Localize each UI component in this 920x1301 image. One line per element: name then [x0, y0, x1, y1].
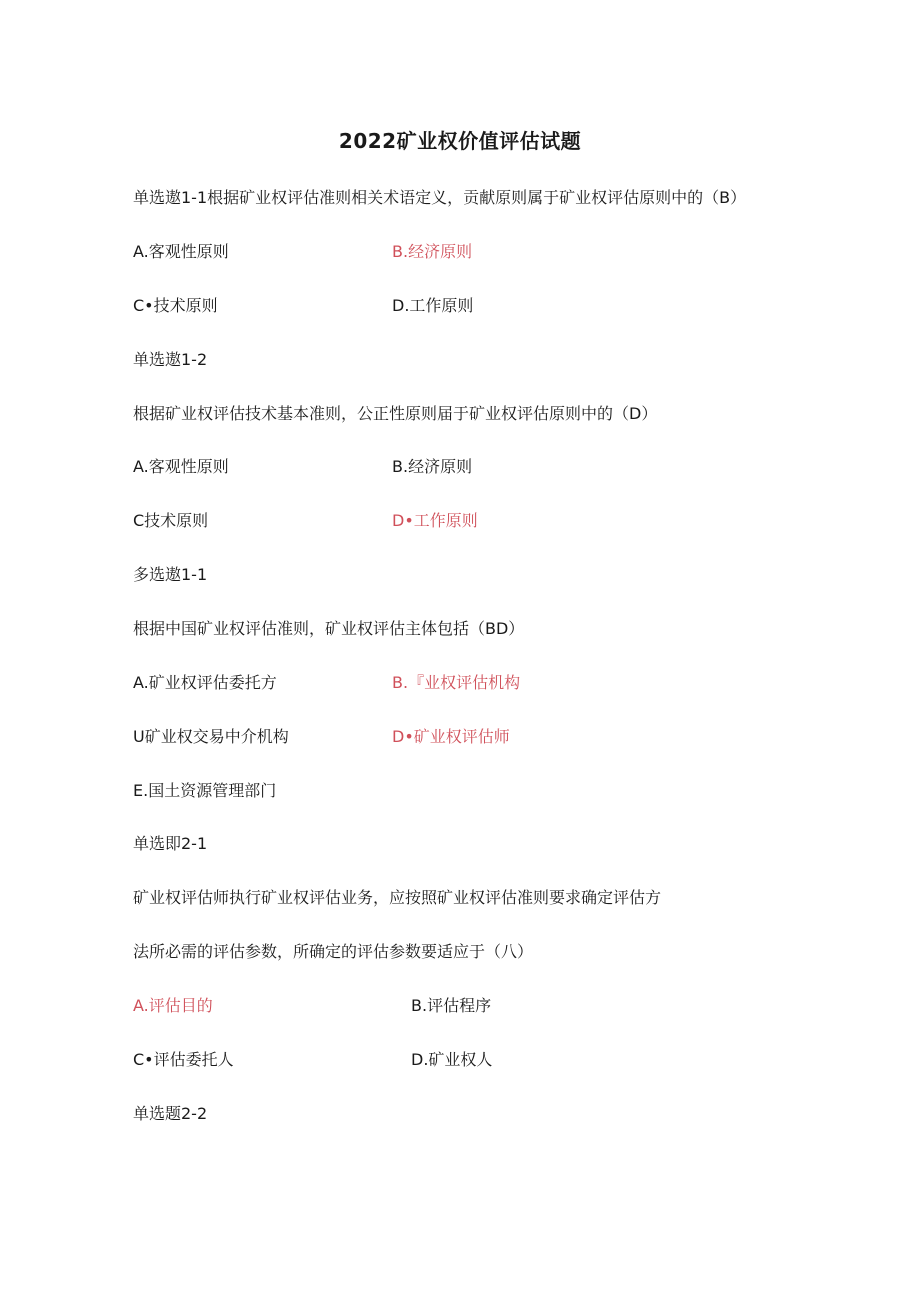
question-4-text-line2: 法所必需的评估参数，所确定的评估参数要适应于（八）	[133, 942, 534, 961]
document-title: 2022矿业权价值评估试题	[338, 129, 582, 153]
question-4-header: 单选即2-1	[133, 834, 208, 853]
q1-option-c: C•技术原则	[133, 296, 218, 315]
q4-option-c: C•评估委托人	[133, 1050, 234, 1069]
question-1-text: 单选遨1-1根据矿业权评估准则相关术语定义，贡献原则属于矿业权评估原则中的（B）	[133, 188, 747, 207]
q2-option-b: B.经济原则	[392, 457, 473, 476]
question-3-header: 多选遨1-1	[133, 565, 208, 584]
q3-option-d-correct: D•矿业权评估师	[392, 727, 510, 746]
q2-option-c: C技术原则	[133, 511, 209, 530]
question-2-text: 根据矿业权评估技术基本准则，公正性原则届于矿业权评估原则中的（D）	[133, 404, 658, 423]
q4-option-b: B.评估程序	[411, 996, 492, 1015]
question-5-header: 单选题2-2	[133, 1104, 208, 1123]
q1-option-d: D.工作原则	[392, 296, 474, 315]
q1-option-a: A.客观性原则	[133, 242, 229, 261]
q4-option-a-correct: A.评估目的	[133, 996, 213, 1015]
question-3-text: 根据中国矿业权评估准则，矿业权评估主体包括（BD）	[133, 619, 525, 638]
q2-option-a: A.客观性原则	[133, 457, 229, 476]
q3-option-e: E.国土资源管理部门	[133, 781, 277, 800]
q4-option-d: D.矿业权人	[411, 1050, 493, 1069]
q3-option-a: A.矿业权评估委托方	[133, 673, 277, 692]
q3-option-c: U矿业权交易中介机构	[133, 727, 289, 746]
q2-option-d-correct: D•工作原则	[392, 511, 478, 530]
question-4-text-line1: 矿业权评估师执行矿业权评估业务，应按照矿业权评估准则要求确定评估方	[133, 888, 662, 907]
q1-option-b-correct: B.经济原则	[392, 242, 473, 261]
q3-option-b-correct: B.『业权评估机构	[392, 673, 521, 692]
question-2-header: 单选遨1-2	[133, 350, 208, 369]
